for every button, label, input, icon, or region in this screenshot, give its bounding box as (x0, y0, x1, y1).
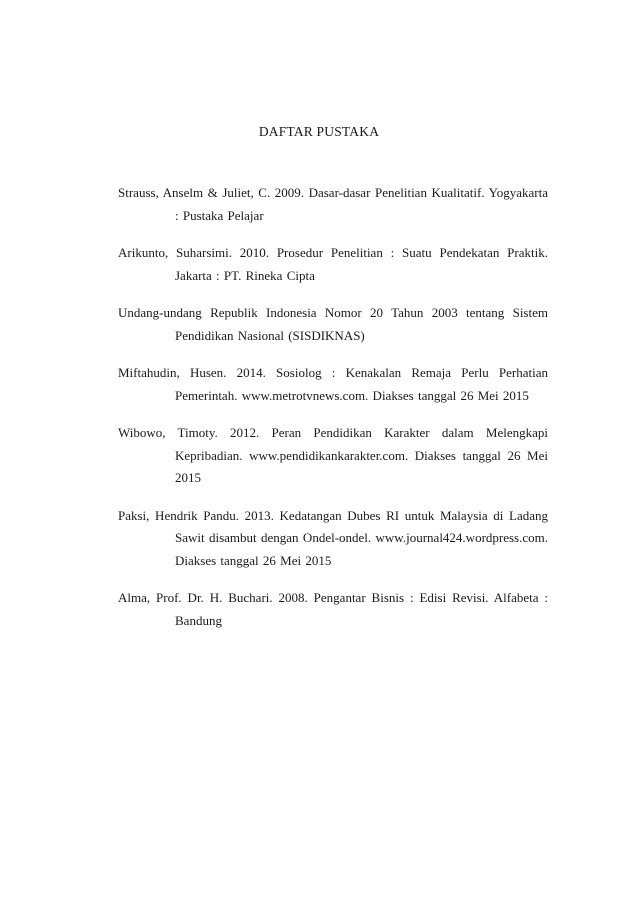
reference-entry-strauss: Strauss, Anselm & Juliet, C. 2009. Dasar-dasar Penelitian Kualitatif. Yogyakarta : Pustaka Pelajar (118, 185, 548, 223)
reference-entry-arikunto: Arikunto, Suharsimi. 2010. Prosedur Penelitian : Suatu Pendekatan Praktik. Jakarta : PT. Rineka Cipta (118, 245, 548, 283)
reference-entry-undang-undang: Undang-undang Republik Indonesia Nomor 20 Tahun 2003 tentang Sistem Pendidikan Nasional (SISDIKNAS) (118, 305, 548, 343)
reference-list (118, 182, 548, 632)
reference-entry-miftahudin: Miftahudin, Husen. 2014. Sosiolog : Kenakalan Remaja Perlu Perhatian Pemerintah. www.metrotvnews.com. Diakses tanggal 26 Mei 2015 (118, 365, 548, 403)
reference-entry-alma: Alma, Prof. Dr. H. Buchari. 2008. Pengantar Bisnis : Edisi Revisi. Alfabeta : Bandung (118, 590, 548, 628)
page-title: DAFTAR PUSTAKA (258, 124, 380, 139)
reference-entry-wibowo: Wibowo, Timoty. 2012. Peran Pendidikan Karakter dalam Melengkapi Kepribadian. www.pendidikankarakter.com. Diakses tanggal 26 Mei 2015 (118, 425, 548, 485)
reference-entry-paksi: Paksi, Hendrik Pandu. 2013. Kedatangan Dubes RI untuk Malaysia di Ladang Sawit disambut dengan Ondel-ondel. www.journal424.wordpress.com. Diakses tanggal 26 Mei 2015 (118, 507, 548, 568)
